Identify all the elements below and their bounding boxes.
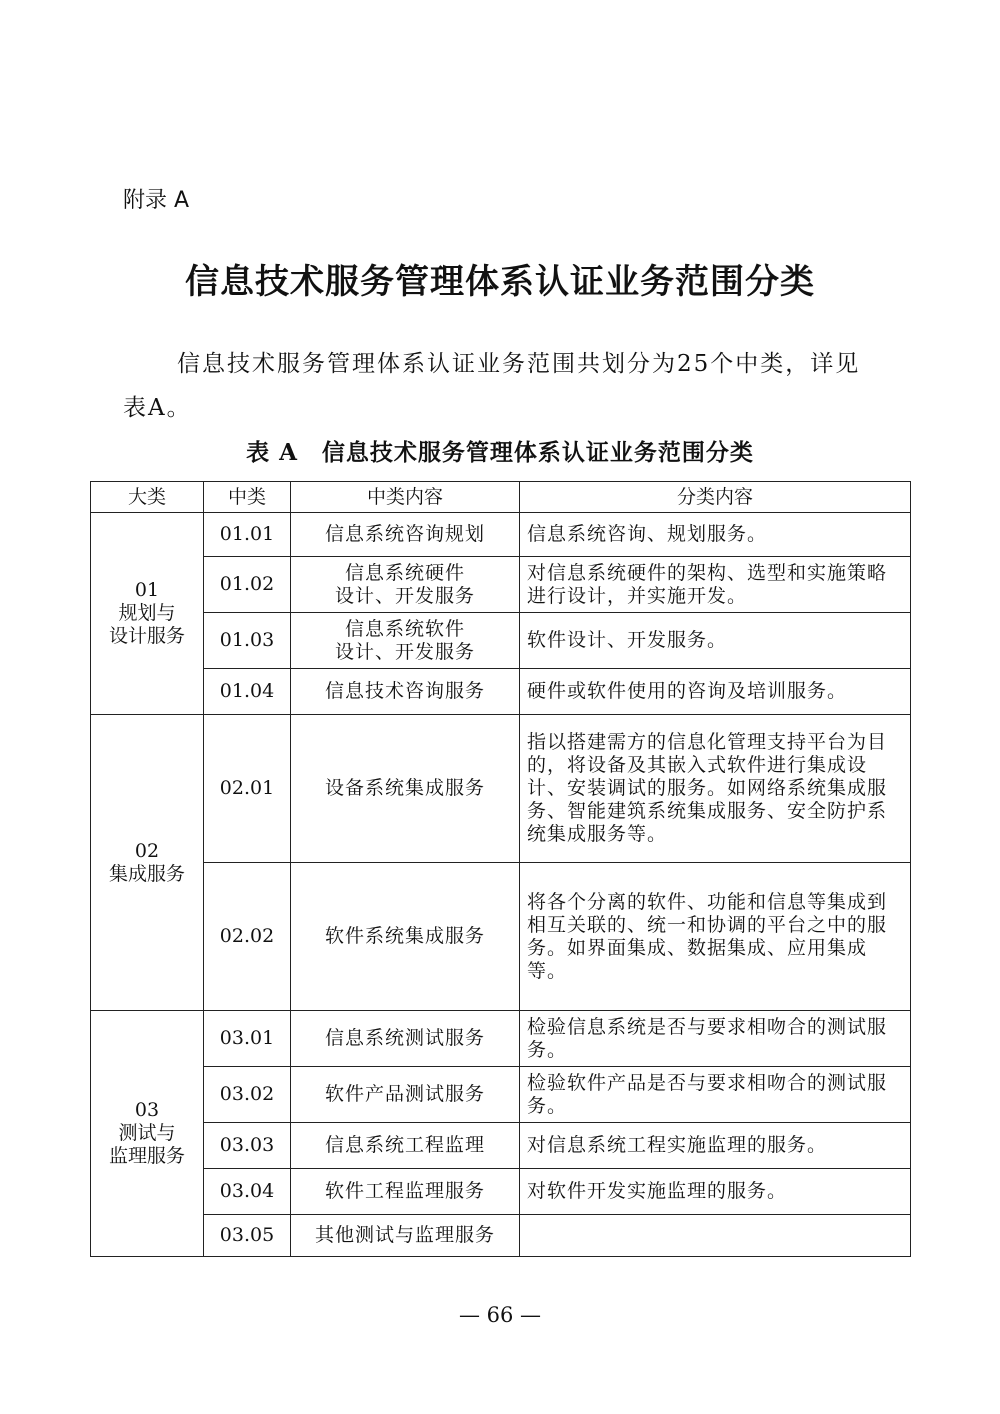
class-content: 软件设计、开发服务。 (520, 613, 911, 669)
mid-category-name (291, 513, 520, 557)
major-category-cell (91, 513, 204, 715)
header-mid-content: 中类内容 (291, 482, 520, 513)
major-category-name: 设计服务 (108, 625, 185, 647)
class-content: 对软件开发实施监理的服务。 (520, 1169, 911, 1215)
mid-category-code: 01.01 (204, 513, 291, 557)
mid-category-name-line: 信息系统咨询规划 (324, 523, 485, 545)
table-row (91, 557, 911, 613)
table-row (91, 863, 911, 1011)
mid-category-name-line: 设备系统集成服务 (324, 777, 485, 799)
table-row (91, 513, 911, 557)
major-category-code: 01 (134, 579, 160, 601)
major-category-code: 03 (134, 1099, 160, 1121)
table-caption (0, 434, 1000, 467)
mid-category-name (291, 715, 520, 863)
class-content: 对信息系统工程实施监理的服务。 (520, 1123, 911, 1169)
mid-category-name (291, 1067, 520, 1123)
major-category-cell (91, 715, 204, 1011)
mid-category-name (291, 1215, 520, 1257)
header-mid-category: 中类 (204, 482, 291, 513)
class-content: 检验信息系统是否与要求相吻合的测试服务。 (520, 1011, 911, 1067)
appendix-label: 附录 A (123, 188, 190, 213)
mid-category-name (291, 1011, 520, 1067)
mid-category-code: 02.02 (204, 863, 291, 1011)
class-content: 将各个分离的软件、功能和信息等集成到相互关联的、统一和协调的平台之中的服务。如界面集成、数据集成、应用集成等。 (520, 863, 911, 1011)
mid-category-name (291, 669, 520, 715)
table-row (91, 1011, 911, 1067)
mid-category-name-line: 信息技术咨询服务 (324, 680, 485, 702)
major-category-name: 监理服务 (108, 1145, 185, 1167)
document-title: 信息技术服务管理体系认证业务范围分类 (185, 262, 815, 302)
table-caption-title: 信息技术服务管理体系认证业务范围分类 (321, 439, 754, 466)
class-content: 指以搭建需方的信息化管理支持平台为目的，将设备及其嵌入式软件进行集成设计、安装调试的服务。如网络系统集成服务、智能建筑系统集成服务、安全防护系统集成服务等。 (520, 715, 911, 863)
class-content: 信息系统咨询、规划服务。 (520, 513, 911, 557)
mid-category-name-line: 软件系统集成服务 (324, 925, 485, 947)
table-row (91, 1215, 911, 1257)
major-category-name: 测试与 (118, 1122, 176, 1144)
mid-category-name-line: 软件产品测试服务 (324, 1083, 485, 1105)
class-content (520, 1215, 911, 1257)
table-row (91, 1169, 911, 1215)
table-header-row (91, 482, 911, 513)
mid-category-name-line: 信息系统硬件 (344, 561, 465, 584)
class-content: 对信息系统硬件的架构、选型和实施策略进行设计，并实施开发。 (520, 557, 911, 613)
mid-category-code: 02.01 (204, 715, 291, 863)
mid-category-name (291, 1169, 520, 1215)
table-body (91, 513, 911, 1257)
mid-category-code: 01.03 (204, 613, 291, 669)
table-caption-number: 表 A (246, 439, 298, 466)
mid-category-code: 03.04 (204, 1169, 291, 1215)
mid-category-name (291, 557, 520, 613)
intro-paragraph: 信息技术服务管理体系认证业务范围共划分为25个中类，详见表A。 (123, 351, 861, 421)
header-major-category: 大类 (91, 482, 204, 513)
table-row (91, 1123, 911, 1169)
page-number: — 66 — (458, 1303, 542, 1327)
major-category-name: 规划与 (118, 602, 176, 624)
major-category-cell (91, 1011, 204, 1257)
mid-category-name (291, 1123, 520, 1169)
mid-category-name-line: 信息系统测试服务 (324, 1027, 485, 1049)
mid-category-code: 03.05 (204, 1215, 291, 1257)
major-category-name: 集成服务 (108, 862, 185, 885)
mid-category-code: 01.02 (204, 557, 291, 613)
table-row (91, 613, 911, 669)
mid-category-name-line: 其他测试与监理服务 (314, 1224, 495, 1246)
class-content: 硬件或软件使用的咨询及培训服务。 (520, 669, 911, 715)
class-content: 检验软件产品是否与要求相吻合的测试服务。 (520, 1067, 911, 1123)
scope-table (90, 481, 911, 1257)
major-category-code: 02 (134, 839, 160, 862)
mid-category-name-line: 信息系统工程监理 (324, 1134, 485, 1156)
mid-category-name (291, 613, 520, 669)
mid-category-name-line: 软件工程监理服务 (324, 1180, 485, 1202)
mid-category-name-line: 设计、开发服务 (334, 640, 475, 663)
mid-category-name-line: 信息系统软件 (344, 617, 465, 640)
mid-category-name-line: 设计、开发服务 (334, 584, 475, 607)
mid-category-code: 03.03 (204, 1123, 291, 1169)
mid-category-code: 01.04 (204, 669, 291, 715)
table-row (91, 669, 911, 715)
table-row (91, 715, 911, 863)
mid-category-name (291, 863, 520, 1011)
table-row (91, 1067, 911, 1123)
mid-category-code: 03.02 (204, 1067, 291, 1123)
header-class-content: 分类内容 (520, 482, 911, 513)
mid-category-code: 03.01 (204, 1011, 291, 1067)
